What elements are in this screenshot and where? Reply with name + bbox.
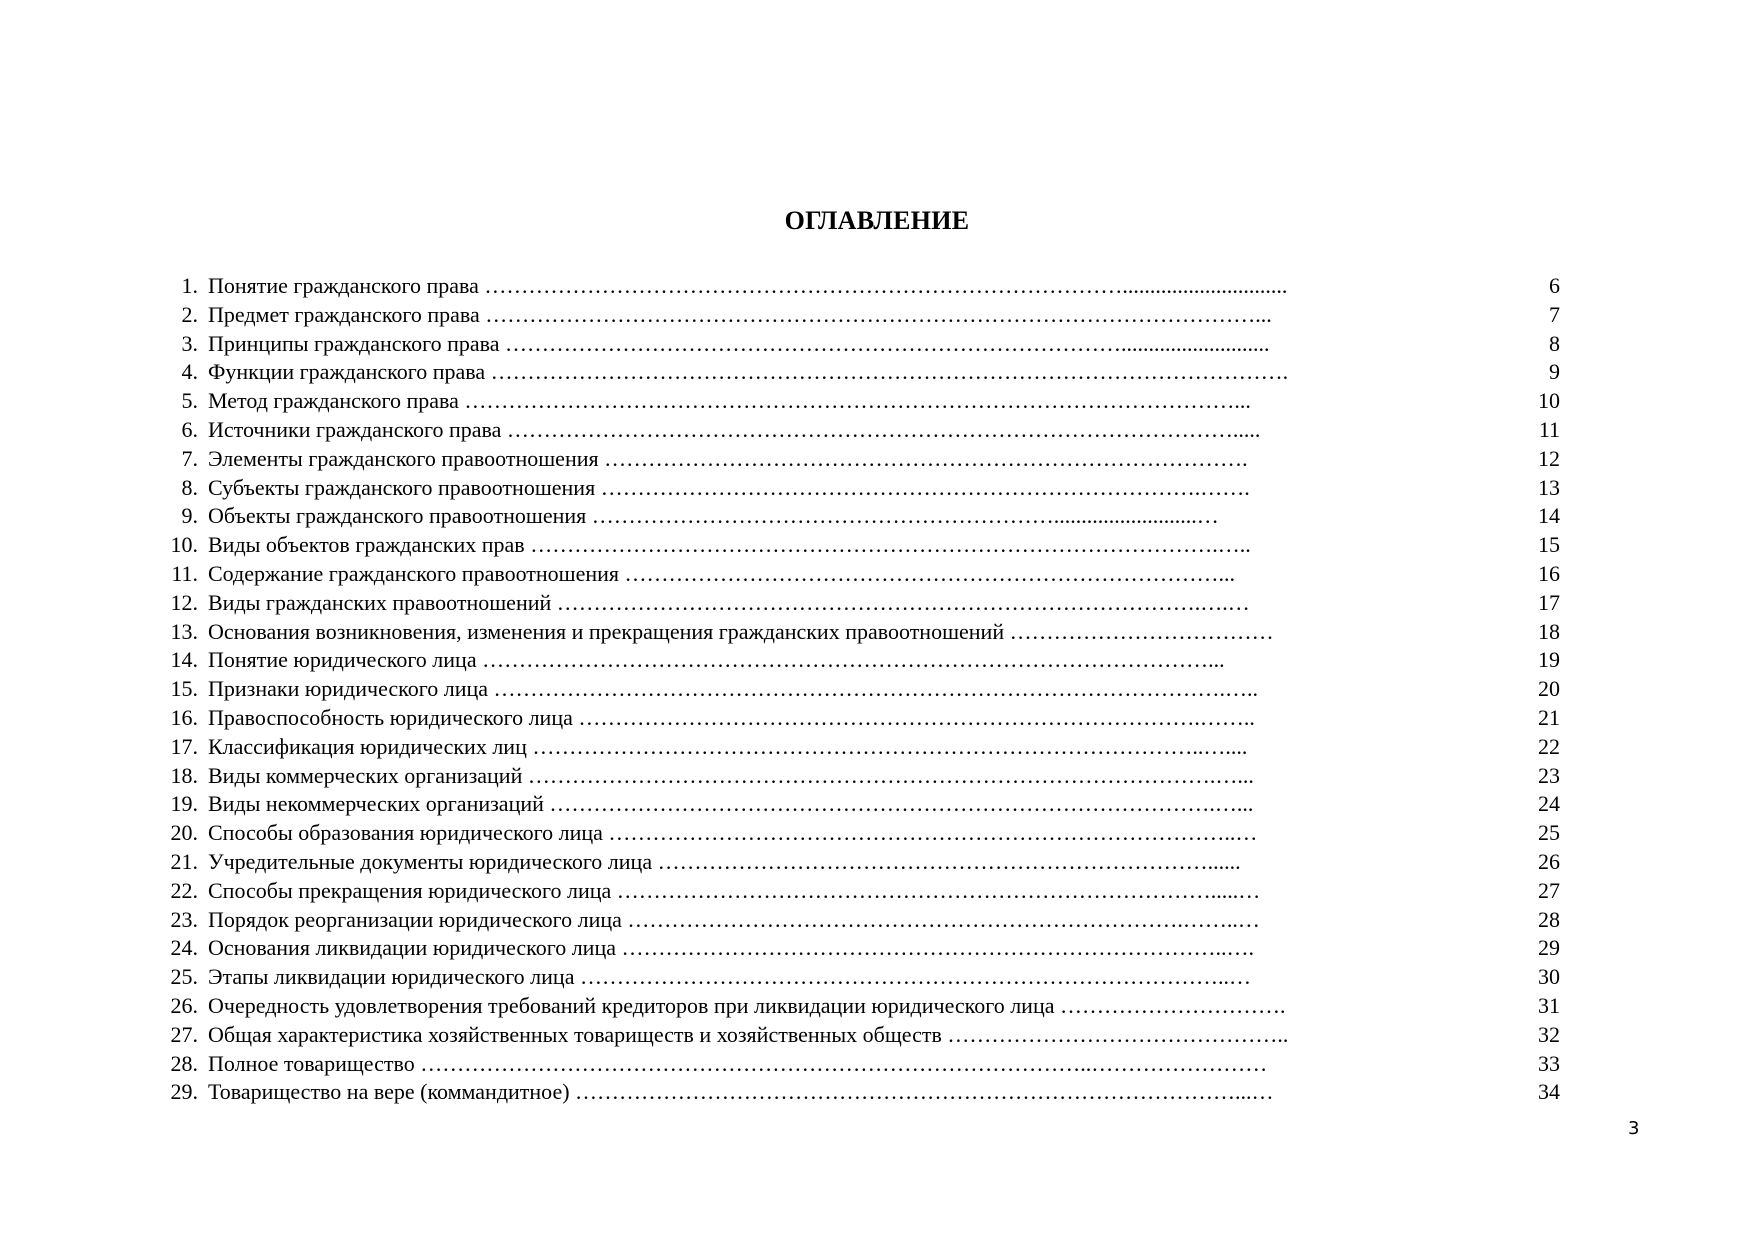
toc-entry-page: 22 <box>1538 733 1560 759</box>
toc-entry-number: 3. <box>181 330 198 356</box>
toc-entry-title: Основания ликвидации юридического лица ………………………………………………………………………..…. <box>208 935 1254 961</box>
toc-entry-page: 8 <box>1549 330 1560 356</box>
toc-entry-number: 25. <box>170 964 198 990</box>
toc-entry-number: 7. <box>181 445 198 471</box>
toc-entry <box>160 819 1560 848</box>
toc-entry <box>160 877 1560 906</box>
toc-entry <box>160 560 1560 589</box>
toc-entry-title: Очередность удовлетворения требований кредиторов при ликвидации юридического лица …………………………. <box>208 992 1286 1018</box>
toc-entry-number: 6. <box>181 416 198 442</box>
toc-entry-number: 4. <box>181 359 198 385</box>
toc-entry-number: 9. <box>181 503 198 529</box>
table-of-contents <box>160 272 1560 1107</box>
toc-entry <box>160 1078 1560 1107</box>
toc-entry <box>160 762 1560 791</box>
toc-entry <box>160 934 1560 963</box>
toc-entry-page: 29 <box>1538 935 1560 961</box>
toc-entry <box>160 474 1560 503</box>
toc-entry-number: 12. <box>170 589 198 615</box>
toc-entry-number: 26. <box>170 992 198 1018</box>
toc-entry-number: 17. <box>170 733 198 759</box>
toc-entry-title: Способы образования юридического лица …………………………………………………………………………..… <box>208 820 1258 846</box>
toc-entry-number: 8. <box>181 474 198 500</box>
toc-entry-number: 27. <box>170 1021 198 1047</box>
toc-entry <box>160 358 1560 387</box>
toc-entry <box>160 1050 1560 1079</box>
toc-entry-title: Общая характеристика хозяйственных товариществ и хозяйственных обществ ……………………………………….. <box>208 1021 1289 1047</box>
page-title: ОГЛАВЛЕНИЕ <box>784 206 970 235</box>
toc-entry-page: 25 <box>1538 820 1560 846</box>
toc-entry-title: Принципы гражданского права …………………………………………………………………………........................... <box>208 330 1270 356</box>
toc-entry-title: Понятие юридического лица ………………………………………………………………………………………... <box>208 647 1225 673</box>
toc-entry-page: 11 <box>1538 416 1560 442</box>
toc-entry-page: 21 <box>1538 704 1560 730</box>
toc-entry-number: 21. <box>170 848 198 874</box>
toc-entry-page: 26 <box>1538 848 1560 874</box>
toc-entry-title: Основания возникновения, изменения и прекращения гражданских правоотношений ……………………………… <box>208 618 1274 644</box>
toc-entry-number: 22. <box>170 877 198 903</box>
toc-entry-number: 1. <box>181 273 198 298</box>
toc-entry-number: 24. <box>170 935 198 961</box>
toc-entry <box>160 416 1560 445</box>
toc-entry-page: 18 <box>1538 618 1560 644</box>
toc-entry <box>160 790 1560 819</box>
toc-entry-title: Признаки юридического лица ……………………………………………………………………………………….….. <box>208 676 1259 702</box>
toc-entry-page: 34 <box>1538 1079 1560 1105</box>
toc-entry-title: Понятие гражданского права …………………………………………………………………………….............................. <box>208 273 1288 298</box>
toc-entry <box>160 963 1560 992</box>
toc-entry <box>160 848 1560 877</box>
toc-entry-title: Порядок реорганизации юридического лица ………………………………………………………………….……..… <box>208 906 1260 932</box>
toc-entry <box>160 387 1560 416</box>
toc-entry-page: 13 <box>1538 474 1560 500</box>
toc-entry-number: 10. <box>170 532 198 558</box>
toc-entry <box>160 675 1560 704</box>
toc-entry-page: 30 <box>1538 964 1560 990</box>
toc-entry-page: 9 <box>1549 359 1560 385</box>
toc-entry-title: Товарищество на вере (коммандитное) ………………………………………………………………………………...… <box>208 1079 1274 1105</box>
toc-entry-page: 23 <box>1538 762 1560 788</box>
toc-entry-number: 19. <box>170 791 198 817</box>
toc-entry-title: Учредительные документы юридического лица …………………………………………………………………...... <box>208 848 1241 874</box>
toc-entry-number: 28. <box>170 1050 198 1076</box>
toc-entry <box>160 1021 1560 1050</box>
toc-entry <box>160 272 1560 301</box>
toc-entry-number: 13. <box>170 618 198 644</box>
toc-entry-number: 14. <box>170 647 198 673</box>
toc-entry-page: 32 <box>1538 1021 1560 1047</box>
toc-entry <box>160 301 1560 330</box>
toc-entry-title: Источники гражданского права ………………………………………………………………………………………..... <box>208 416 1261 442</box>
toc-entry-title: Содержание гражданского правоотношения ………………………………………………………………………... <box>208 560 1236 586</box>
toc-entry-title: Способы прекращения юридического лица ……………………………………………………………………….....… <box>208 877 1261 903</box>
toc-entry-title: Элементы гражданского правоотношения ……………………………………………………………………………. <box>208 445 1248 471</box>
toc-entry-title: Объекты гражданского правоотношения ………………………………………………………..........................… <box>208 503 1219 529</box>
toc-entry <box>160 704 1560 733</box>
toc-entry-title: Виды некоммерческих организаций ……………………………………………………………………………….…... <box>208 791 1254 817</box>
toc-entry-page: 6 <box>1549 273 1560 298</box>
toc-entry-title: Виды объектов гражданских прав ………………………………………………………………………………….….. <box>208 532 1251 558</box>
toc-entry-title: Предмет гражданского права ……………………………………………………………………………………………... <box>208 301 1272 327</box>
toc-entry <box>160 618 1560 647</box>
toc-entry-page: 28 <box>1538 906 1560 932</box>
toc-entry-page: 17 <box>1538 589 1560 615</box>
toc-entry <box>160 906 1560 935</box>
toc-entry-title: Классификация юридических лиц ………………………………………………………………………………..….... <box>208 733 1248 759</box>
toc-entry-page: 27 <box>1538 877 1560 903</box>
toc-entry-number: 18. <box>170 762 198 788</box>
toc-entry <box>160 646 1560 675</box>
toc-entry <box>160 502 1560 531</box>
toc-entry-page: 24 <box>1538 791 1560 817</box>
toc-entry-title: Функции гражданского права ………………………………………………………………………………………………. <box>208 359 1289 385</box>
toc-entry-page: 33 <box>1538 1050 1560 1076</box>
toc-entry-page: 12 <box>1538 445 1560 471</box>
toc-entry-page: 15 <box>1538 532 1560 558</box>
page-number: 3 <box>1628 1118 1640 1139</box>
toc-entry-title: Полное товарищество ………………………………………………………………………………..…………………… <box>208 1050 1268 1076</box>
toc-entry <box>160 330 1560 359</box>
toc-entry <box>160 733 1560 762</box>
toc-entry-page: 31 <box>1538 992 1560 1018</box>
toc-entry-page: 19 <box>1538 647 1560 673</box>
toc-entry-number: 15. <box>170 676 198 702</box>
toc-entry-title: Правоспособность юридического лица ………………………………………………………………………….…….. <box>208 704 1255 730</box>
toc-entry-title: Виды коммерческих организаций ………………………………………………………………………………….…... <box>208 762 1254 788</box>
toc-entry-page: 14 <box>1538 503 1560 529</box>
toc-entry-number: 23. <box>170 906 198 932</box>
toc-entry-number: 16. <box>170 704 198 730</box>
toc-entry-number: 2. <box>181 301 198 327</box>
toc-entry-title: Субъекты гражданского правоотношения ……………………………………………………………………….……. <box>208 474 1250 500</box>
toc-entry-title: Виды гражданских правоотношений …………………………………………………………………………….….… <box>208 589 1250 615</box>
toc-entry-number: 29. <box>170 1079 198 1105</box>
toc-entry <box>160 589 1560 618</box>
toc-entry <box>160 992 1560 1021</box>
toc-entry-title: Этапы ликвидации юридического лица ……………………………………………………………………………..… <box>208 964 1251 990</box>
toc-entry-number: 5. <box>181 388 198 414</box>
toc-entry-page: 16 <box>1538 560 1560 586</box>
toc-entry <box>160 445 1560 474</box>
toc-entry-page: 20 <box>1538 676 1560 702</box>
toc-entry-number: 20. <box>170 820 198 846</box>
toc-entry-number: 11. <box>171 560 198 586</box>
toc-entry-page: 7 <box>1549 301 1560 327</box>
toc-entry-page: 10 <box>1538 388 1560 414</box>
toc-entry-title: Метод гражданского права ……………………………………………………………………………………………... <box>208 388 1251 414</box>
toc-entry <box>160 531 1560 560</box>
